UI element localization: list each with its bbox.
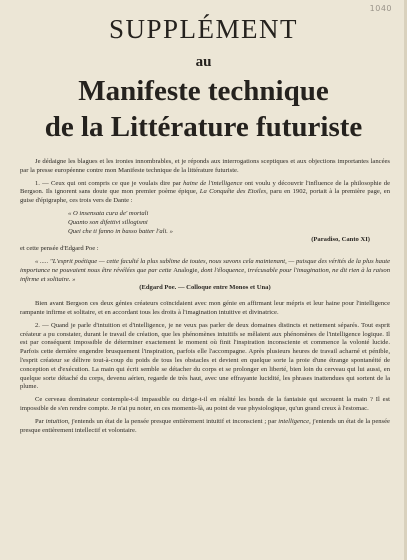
p1-text-b: haine de l'intelligence xyxy=(183,179,243,187)
poe-intro: et cette pensée d'Edgard Poe : xyxy=(20,245,99,253)
title-manifeste: Manifeste technique xyxy=(78,75,329,107)
poe-text-b: Analogie xyxy=(173,266,198,274)
dante-source: (Paradiso, Canto XI) xyxy=(311,236,370,244)
dante-quote xyxy=(68,210,390,236)
dante-line-2: Quanto son difettivi sillogismi xyxy=(68,218,148,226)
dante-line-3: Quei che ti fanno in basso batter l'ali. » xyxy=(68,227,173,235)
p1-text-a: 1. — Ceux qui ont compris ce que je voulais dire par xyxy=(35,179,184,187)
title-supplement: SUPPLÉMENT xyxy=(108,14,299,44)
title-litterature: de la Littérature futuriste xyxy=(44,111,363,143)
p1-text-d: La Conquête des Etoiles xyxy=(199,188,267,196)
p5-text-b: intuition xyxy=(45,417,68,425)
title-au: au xyxy=(195,54,212,70)
paragraph-3: 2. — Quand je parle d'intuition et d'intelligence, je ne veux pas parler de deux domaines distincts et nettement séparés. Tout esprit créateur a pu constater, durant le travail de création, que les phénomènes intuitifs se mêlaient aux phénomènes de l'intelligence logique. Il est par conséquent impossible de déterminer exactement le moment où finit l'inspiration inconsciente et commence la volonté lucide. Parfois cette dernière engendre brusquement l'inspiration, parfois elle l'accompagne. Après plusieurs heures de travail acharné et pénible, l'esprit créateur se délivre tout-à-coup du poids de tous les obstacles et devient en quelque sorte la proie d'une étrange spontanéité de conception et d'exécution. La main qui écrit semble se détacher du corps et se prolonger en liberté, bien loin du cerveau qui lui aussi, en quelque sorte détaché du corps, devenu aérien, regarde de très haut, avec une effrayante lucidité, les phrases inattendues qui sortent de la plume. xyxy=(20,321,390,391)
intro-paragraph: Je dédaigne les blagues et les ironies innombrables, et je réponds aux interrogations sceptiques et aux objections importantes lancées par la presse européenne contre mon Manifeste technique de la littérature futuriste. xyxy=(20,158,390,174)
paragraph-4: Ce cerveau dominateur contemple-t-il impassible ou dirige-t-il en réalité les bonds de la fantaisie qui secouent la main ? Il est impossible de s'en rendre compte. Je n'ai pu noter, en ces moments-là, au point de vue physiologique, qu'un grand creux à l'estomac. xyxy=(20,396,390,412)
p5-text-a: Par xyxy=(35,417,46,425)
poe-text-c: , dont l'éloquence, irrécusable pour l'imagination, ne dit rien à la raison infirme et solitaire. » xyxy=(20,266,390,283)
dante-line-1: « O insensata cura de' mortali xyxy=(68,209,149,217)
p5-text-e: , j'entends un état de la pensée presque entièrement intellectif et volontaire. xyxy=(20,417,390,434)
p5-text-c: , j'entends un état de la pensée presque entièrement intuitif et inconscient ; par xyxy=(68,417,279,425)
p5-text-d: intelligence xyxy=(278,417,310,425)
p1-text-c: ont voulu y découvrir l'influence de la philosophie de Bergson. Ils ignorent sans doute que mon premier poème épique, xyxy=(20,179,390,196)
paragraph-1 xyxy=(20,180,390,206)
p1-text-e: , paru en 1902, portait à la première page, en guise d'épigraphe, ces trois vers de Dante : xyxy=(20,188,391,205)
pencil-note: 1040 xyxy=(369,4,392,13)
document-body xyxy=(20,158,390,435)
poe-quote xyxy=(20,258,390,284)
paragraph-5 xyxy=(20,418,390,436)
poe-source: (Edgard Poe. — Colloque entre Monos et Una) xyxy=(139,284,271,292)
paragraph-2: Bien avant Bergson ces deux génies créateurs coïncidaient avec mon génie en affirmant leur mépris et leur haine pour l'intelligence rampante infirme et solitaire, et en accordant tous les droits à l'imagination intuitive et divinatrice. xyxy=(20,300,390,316)
poe-text-a: « ..... "L'esprit poétique — cette faculté la plus sublime de toutes, nous savons cela maintenant, — puisque des vérités de la plus haute importance ne pouvaient nous être révélées que par cette xyxy=(20,257,390,274)
